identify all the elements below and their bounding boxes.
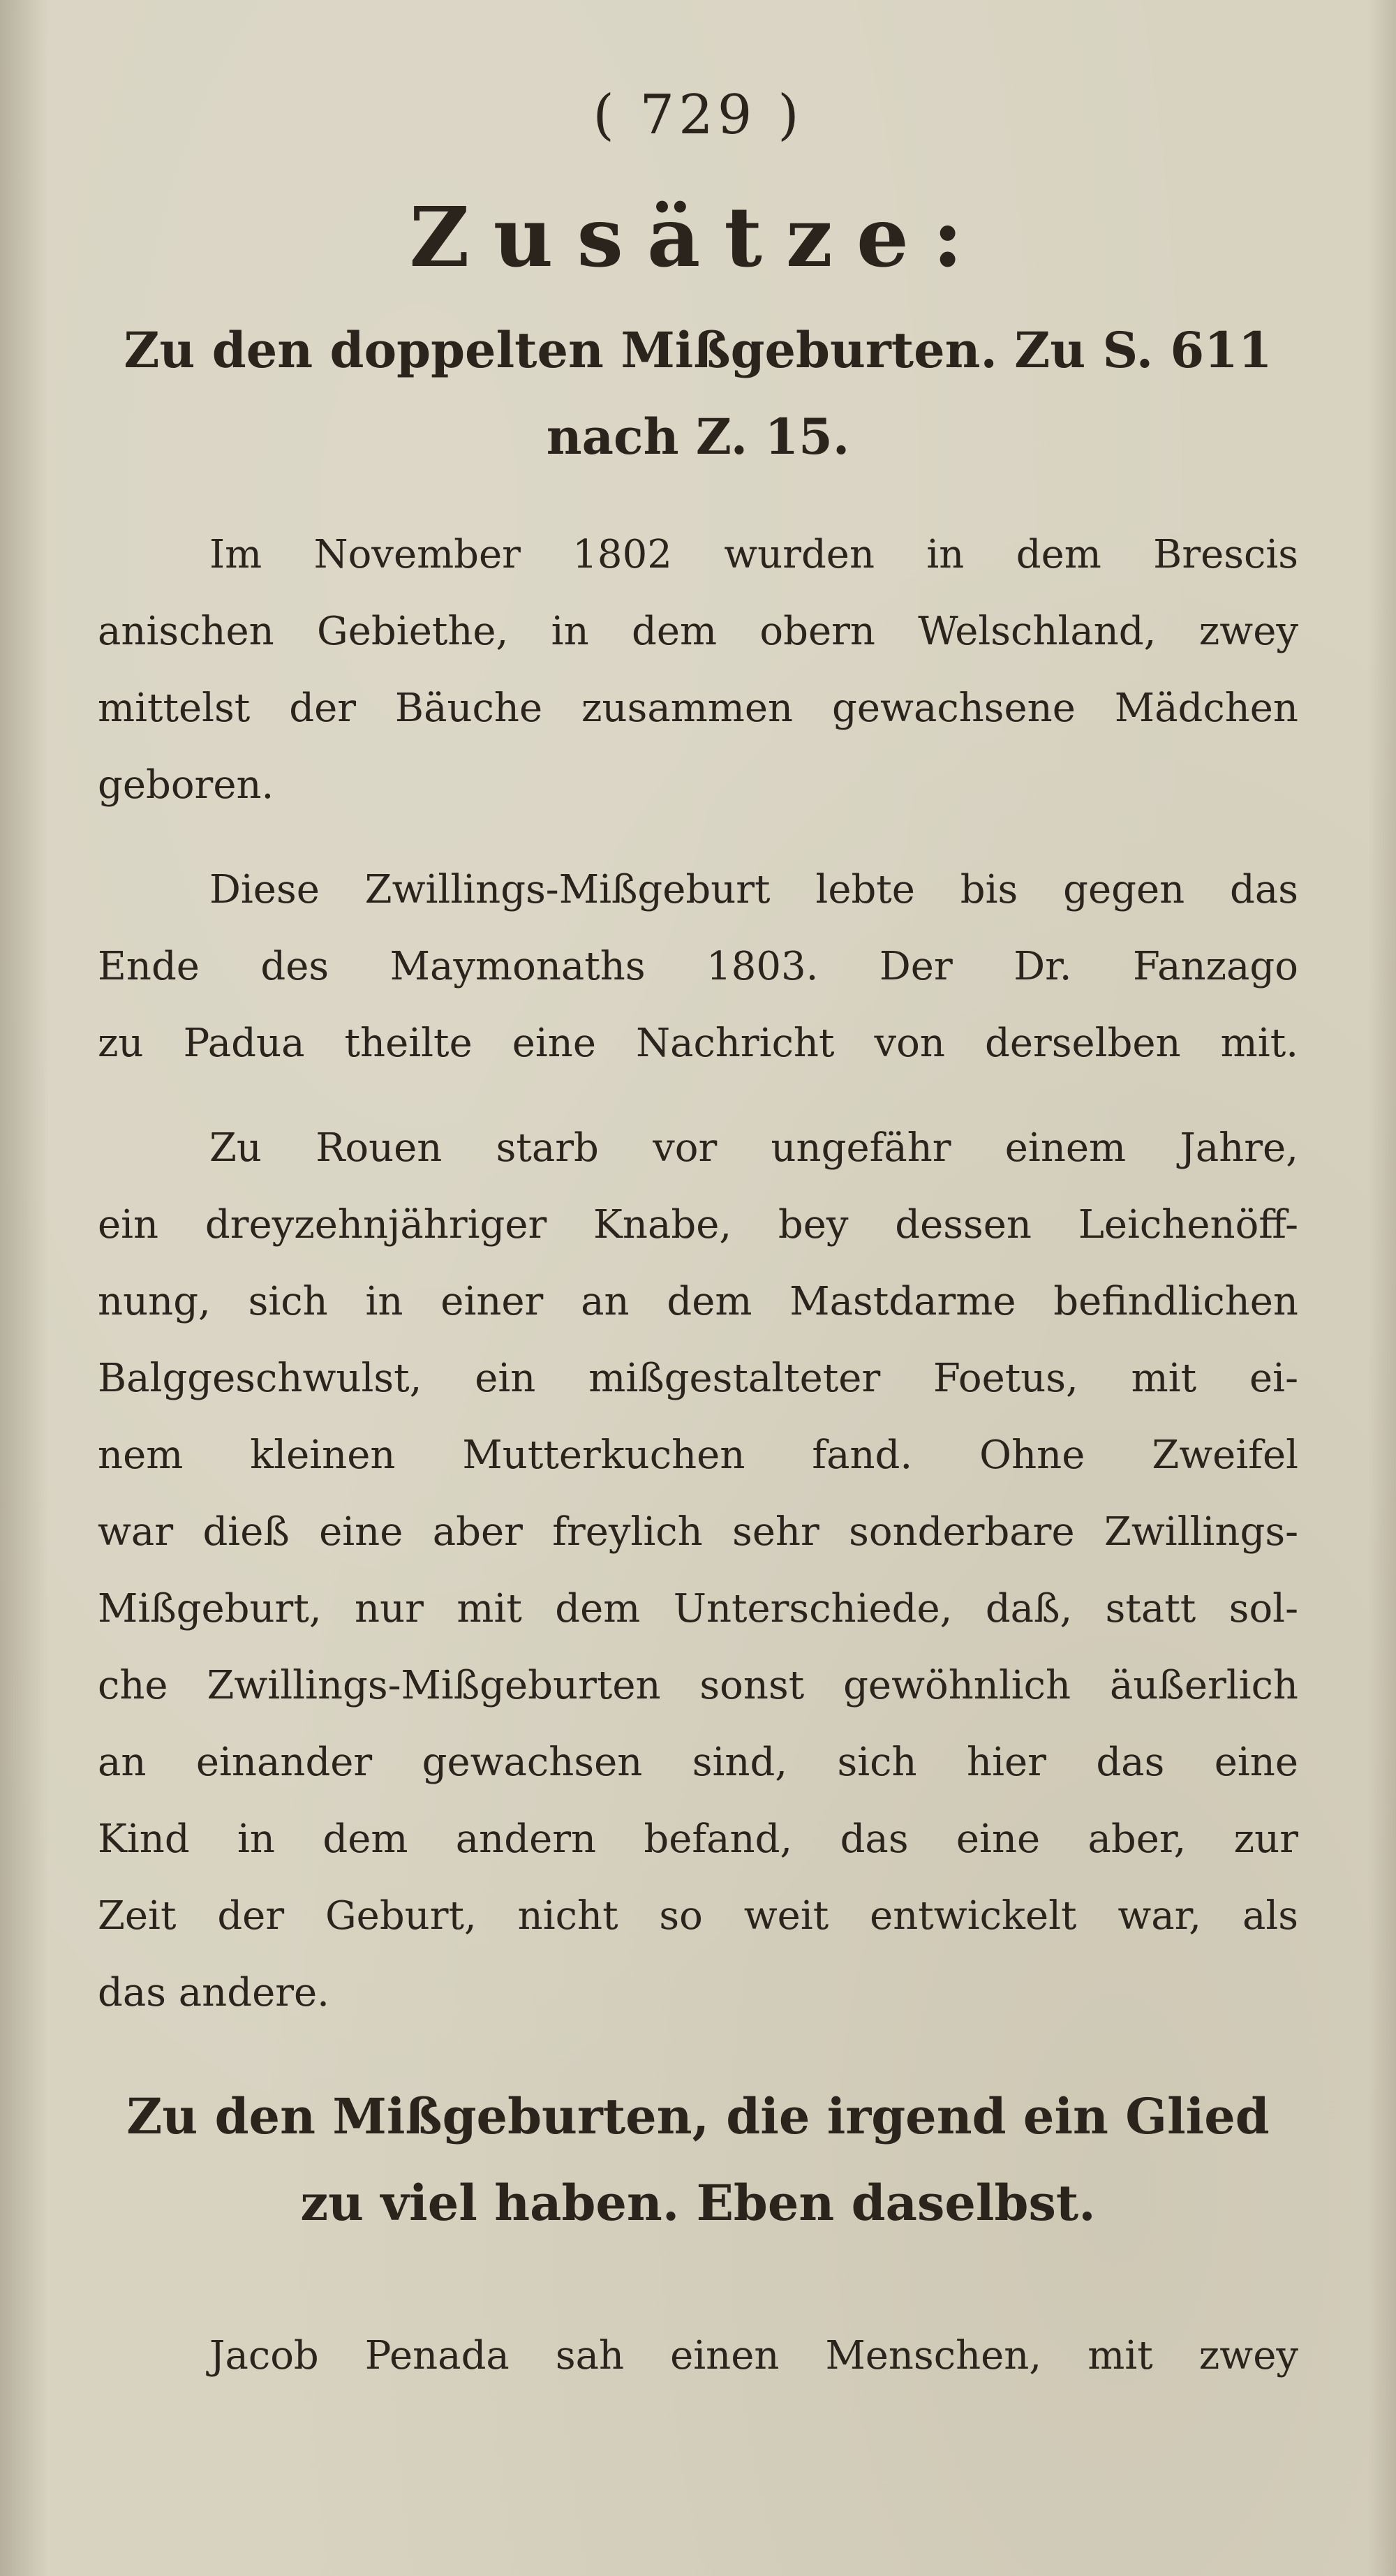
text-line: che Zwillings-Mißgeburten sonst gewöhnlich äußerlich <box>98 1663 1298 1708</box>
section-title-line: zu viel haben. Eben daselbst. <box>300 2174 1096 2232</box>
text-line: an einander gewachsen sind, sich hier das eine <box>98 1740 1298 1785</box>
text-line: Zeit der Geburt, nicht so weit entwickelt war, als <box>98 1893 1298 1939</box>
text-line: nung, sich in einer an dem Mastdarme befindlichen <box>98 1279 1298 1324</box>
text-line: Zu Rouen starb vor ungefähr einem Jahre, <box>209 1125 1298 1171</box>
section-title <box>98 307 1298 480</box>
text-line: Mißgeburt, nur mit dem Unterschiede, daß, statt sol- <box>98 1586 1298 1631</box>
section-title <box>98 2073 1298 2246</box>
text-line: Kind in dem andern befand, das eine aber, zur <box>98 1816 1298 1862</box>
text-line: Jacob Penada sah einen Menschen, mit zwey <box>209 2333 1298 2378</box>
page-number: ( 729 ) <box>593 84 803 147</box>
text-line: Ende des Maymonaths 1803. Der Dr. Fanzago <box>98 944 1298 989</box>
text-line: zu Padua theilte eine Nachricht von derselben mit. <box>98 1021 1298 1066</box>
section-title-line: nach Z. 15. <box>546 408 850 466</box>
paragraph <box>98 517 1298 824</box>
text-line: war dieß eine aber freylich sehr sonderbare Zwillings- <box>98 1509 1298 1555</box>
paragraph <box>98 1110 1298 2031</box>
text-line: Balggeschwulst, ein mißgestalteter Foetus, mit ei- <box>98 1356 1298 1401</box>
text-line: ein dreyzehnjähriger Knabe, bey dessen Leichenöff- <box>98 1202 1298 1248</box>
text-line: Diese Zwillings-Mißgeburt lebte bis gegen das <box>209 867 1298 912</box>
paragraph <box>98 852 1298 1082</box>
section-title-line: Zu den doppelten Mißgeburten. Zu S. 611 <box>124 321 1272 379</box>
page-heading: Zusätze: <box>409 188 987 286</box>
section-title-line: Zu den Mißgeburten, die irgend ein Glied <box>126 2087 1270 2145</box>
text-line: mittelst der Bäuche zusammen gewachsene Mädchen <box>98 686 1298 731</box>
text-line: anischen Gebiethe, in dem obern Welschland, zwey <box>98 609 1298 654</box>
text-line: Im November 1802 wurden in dem Brescis <box>209 532 1298 577</box>
text-line: das andere. <box>98 1970 329 2015</box>
text-line: nem kleinen Mutterkuchen fand. Ohne Zweifel <box>98 1433 1298 1478</box>
paragraph <box>98 2318 1298 2394</box>
text-line: geboren. <box>98 762 274 808</box>
